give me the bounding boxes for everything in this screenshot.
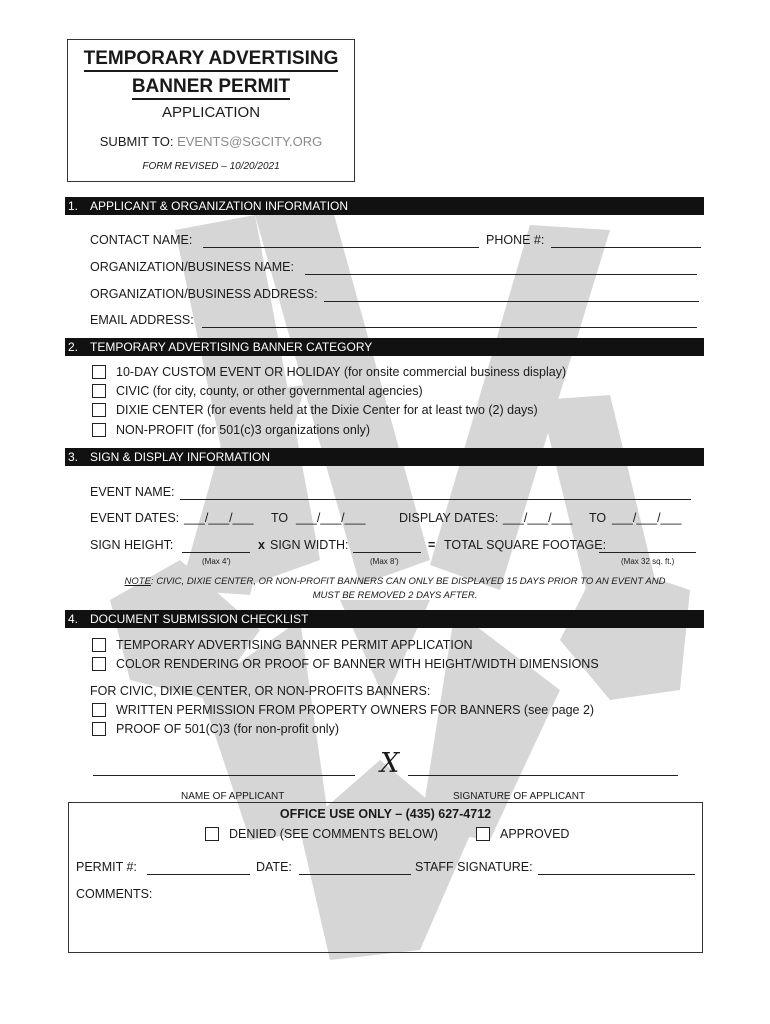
org-address-field[interactable]: [324, 301, 699, 302]
approved-label: APPROVED: [500, 827, 570, 841]
checklist-proof-501c3: PROOF OF 501(C)3 (for non-profit only): [116, 722, 339, 736]
form-title-line1: TEMPORARY ADVERTISING: [68, 48, 354, 70]
max-height-hint: (Max 4'): [202, 557, 231, 566]
equals-symbol: =: [428, 538, 436, 552]
event-dates-label: EVENT DATES:: [90, 511, 180, 525]
display-to-label: TO: [589, 511, 607, 525]
office-use-title: OFFICE USE ONLY – (435) 627-4712: [279, 807, 492, 821]
checkbox-approved[interactable]: [476, 827, 490, 841]
section-1-bar: 1. APPLICANT & ORGANIZATION INFORMATION: [65, 197, 704, 215]
max-width-hint: (Max 8'): [370, 557, 399, 566]
submit-email-link[interactable]: EVENTS@SGCITY.ORG: [177, 134, 323, 149]
checkbox-color-rendering[interactable]: [92, 657, 106, 671]
form-revised-date: FORM REVISED – 10/20/2021: [142, 161, 280, 172]
name-of-applicant-label: NAME OF APPLICANT: [181, 791, 285, 802]
office-date-field[interactable]: [299, 874, 411, 875]
total-square-footage-label: TOTAL SQUARE FOOTAGE:: [444, 538, 607, 552]
sign-height-field[interactable]: [182, 552, 250, 553]
civic-heading: FOR CIVIC, DIXIE CENTER, OR NON-PROFITS BANNERS:: [90, 684, 431, 698]
event-name-label: EVENT NAME:: [90, 485, 175, 499]
applicant-name-field[interactable]: [93, 775, 355, 776]
contact-name-field[interactable]: [203, 247, 479, 248]
applicant-signature-field[interactable]: [408, 775, 678, 776]
event-name-field[interactable]: [180, 499, 691, 500]
section-4-title: DOCUMENT SUBMISSION CHECKLIST: [90, 612, 309, 626]
event-end-date-field[interactable]: ___/___/___: [296, 511, 366, 525]
contact-name-label: CONTACT NAME:: [90, 233, 193, 247]
denied-label: DENIED (SEE COMMENTS BELOW): [229, 827, 439, 841]
option-non-profit: NON-PROFIT (for 501(c)3 organizations only): [116, 423, 371, 437]
event-to-label: TO: [271, 511, 289, 525]
checkbox-non-profit[interactable]: [92, 423, 106, 437]
section-1-title: APPLICANT & ORGANIZATION INFORMATION: [90, 199, 349, 213]
checklist-written-permission: WRITTEN PERMISSION FROM PROPERTY OWNERS FOR BANNERS (see page 2): [116, 703, 595, 717]
org-name-field[interactable]: [305, 274, 697, 275]
submit-to: SUBMIT TO: EVENTS@SGCITY.ORG: [99, 134, 323, 149]
phone-field[interactable]: [551, 247, 701, 248]
form-title-line2: BANNER PERMIT: [68, 76, 354, 98]
staff-signature-label: STAFF SIGNATURE:: [415, 860, 533, 874]
checkbox-10-day-event[interactable]: [92, 365, 106, 379]
checkbox-written-permission[interactable]: [92, 703, 106, 717]
option-10-day-event: 10-DAY CUSTOM EVENT OR HOLIDAY (for onsite commercial business display): [116, 365, 567, 379]
signature-x-mark: X: [380, 748, 400, 779]
org-name-label: ORGANIZATION/BUSINESS NAME:: [90, 260, 294, 274]
permit-number-field[interactable]: [147, 874, 250, 875]
signature-of-applicant-label: SIGNATURE OF APPLICANT: [453, 791, 586, 802]
display-dates-label: DISPLAY DATES:: [399, 511, 499, 525]
checkbox-dixie-center[interactable]: [92, 403, 106, 417]
display-start-date-field[interactable]: ___/___/___: [503, 511, 573, 525]
phone-label: PHONE #:: [486, 233, 545, 247]
max-total-hint: (Max 32 sq. ft.): [621, 557, 675, 566]
checkbox-denied[interactable]: [205, 827, 219, 841]
section-2-bar: 2. TEMPORARY ADVERTISING BANNER CATEGORY: [65, 338, 704, 356]
event-start-date-field[interactable]: ___/___/___: [184, 511, 254, 525]
checklist-permit-application: TEMPORARY ADVERTISING BANNER PERMIT APPLICATION: [116, 638, 473, 652]
checkbox-proof-501c3[interactable]: [92, 722, 106, 736]
email-label: EMAIL ADDRESS:: [90, 313, 194, 327]
sign-height-label: SIGN HEIGHT:: [90, 538, 174, 552]
comments-label: COMMENTS:: [76, 887, 153, 901]
section-3-bar: 3. SIGN & DISPLAY INFORMATION: [65, 448, 704, 466]
form-subtitle: APPLICATION: [161, 104, 261, 121]
sign-width-field[interactable]: [353, 552, 421, 553]
sign-width-label: SIGN WIDTH:: [270, 538, 349, 552]
date-label: DATE:: [256, 860, 292, 874]
permit-number-label: PERMIT #:: [76, 860, 137, 874]
display-end-date-field[interactable]: ___/___/___: [612, 511, 682, 525]
section-3-title: SIGN & DISPLAY INFORMATION: [90, 450, 271, 464]
option-dixie-center: DIXIE CENTER (for events held at the Dixie Center for at least two (2) days): [116, 403, 538, 417]
option-civic: CIVIC (for city, county, or other governmental agencies): [116, 384, 423, 398]
checkbox-permit-application[interactable]: [92, 638, 106, 652]
checkbox-civic[interactable]: [92, 384, 106, 398]
total-square-footage-field[interactable]: [599, 552, 696, 553]
checklist-color-rendering: COLOR RENDERING OR PROOF OF BANNER WITH HEIGHT/WIDTH DIMENSIONS: [116, 657, 599, 671]
staff-signature-field[interactable]: [538, 874, 695, 875]
section-4-bar: 4. DOCUMENT SUBMISSION CHECKLIST: [65, 610, 704, 628]
email-field[interactable]: [202, 327, 697, 328]
times-symbol: x: [258, 538, 265, 552]
section-2-title: TEMPORARY ADVERTISING BANNER CATEGORY: [90, 340, 373, 354]
display-note: NOTE: CIVIC, DIXIE CENTER, OR NON-PROFIT BANNERS CAN ONLY BE DISPLAYED 15 DAYS PRIOR TO AN EVENT AND MUST BE REMOVED 2 DAYS AFTER.: [124, 576, 666, 601]
form-header: [67, 39, 355, 182]
office-use-box: [68, 802, 703, 953]
org-address-label: ORGANIZATION/BUSINESS ADDRESS:: [90, 287, 318, 301]
